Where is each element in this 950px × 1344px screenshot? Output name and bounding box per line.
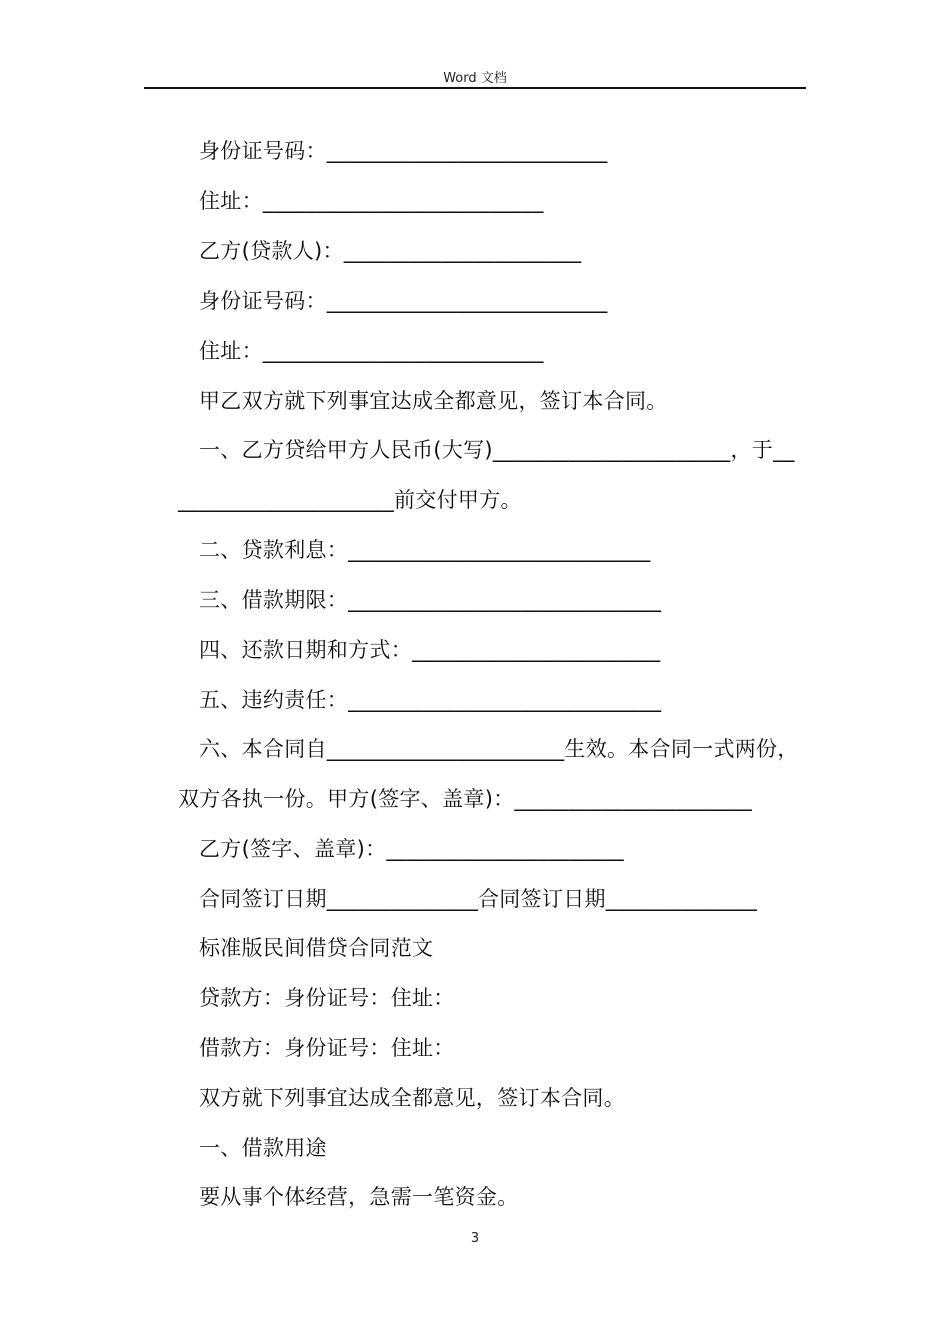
section-title: 标准版民间借贷合同范文 bbox=[199, 936, 434, 960]
loan-purpose-heading: 一、借款用途 bbox=[199, 1136, 327, 1160]
party-b-signature-line: 乙方(签字、盖章)：______________________ bbox=[199, 837, 624, 861]
clause-3-term: 三、借款期限：_____________________________ bbox=[199, 588, 662, 612]
page-number: 3 bbox=[470, 1231, 480, 1246]
header-divider bbox=[144, 87, 806, 89]
agreement-statement-2: 双方就下列事宜达成全都意见，签订本合同。 bbox=[199, 1086, 625, 1110]
agreement-statement: 甲乙双方就下列事宜达成全都意见，签订本合同。 bbox=[199, 389, 668, 413]
lender-info-line: 贷款方：身份证号：住址： bbox=[199, 986, 455, 1010]
clause-1-continuation: ____________________前交付甲方。 bbox=[178, 488, 522, 512]
party-b-id-number-line: 身份证号码：__________________________ bbox=[199, 289, 608, 313]
clause-5-liability: 五、违约责任：_____________________________ bbox=[199, 688, 662, 712]
clause-2-interest: 二、贷款利息：____________________________ bbox=[199, 538, 651, 562]
party-b-address-line: 住址：__________________________ bbox=[199, 339, 544, 363]
clause-6-effective: 六、本合同自______________________生效。本合同一式两份， bbox=[199, 737, 799, 761]
loan-purpose-text: 要从事个体经营，急需一笔资金。 bbox=[199, 1185, 519, 1209]
party-b-lender-line: 乙方(贷款人)：______________________ bbox=[199, 239, 582, 263]
clause-1-loan-amount: 一、乙方贷给甲方人民币(大写)______________________，于__ bbox=[199, 438, 795, 462]
id-number-line: 身份证号码：__________________________ bbox=[199, 139, 608, 163]
signing-date-line: 合同签订日期______________合同签订日期______________ bbox=[199, 887, 757, 911]
party-a-signature-line: 双方各执一份。甲方(签字、盖章)：______________________ bbox=[178, 787, 753, 811]
address-line: 住址：__________________________ bbox=[199, 189, 544, 213]
page-header-title: Word 文档 bbox=[443, 71, 507, 86]
borrower-info-line: 借款方：身份证号：住址： bbox=[199, 1036, 455, 1060]
clause-4-repayment: 四、还款日期和方式：_______________________ bbox=[199, 638, 661, 662]
